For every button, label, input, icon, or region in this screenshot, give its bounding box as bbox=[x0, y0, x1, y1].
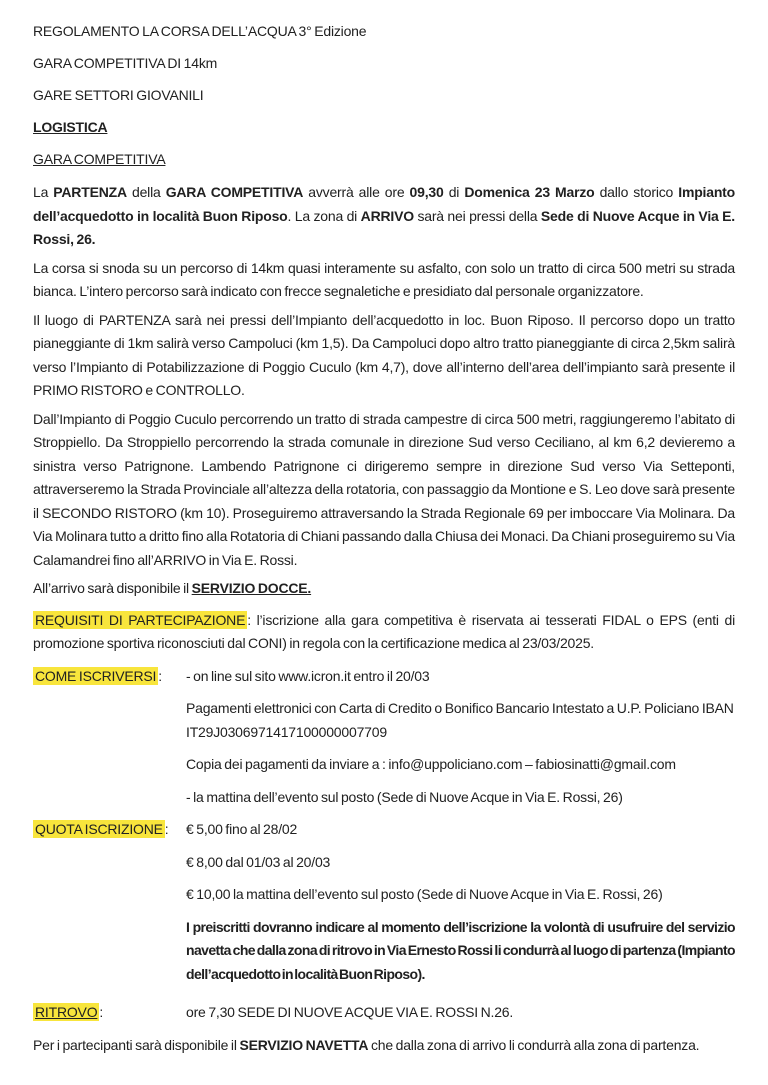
text-run: RITROVO bbox=[35, 1004, 98, 1020]
text-run: SERVIZIO DOCCE. bbox=[191, 580, 312, 596]
item-iscrizione-sul-posto: - la mattina dell’evento sul posto (Sede di Nuove Acque in Via E. Rossi, 26) bbox=[186, 788, 623, 805]
paragraph-servizio-navetta bbox=[33, 1034, 735, 1058]
text-run: : bbox=[164, 821, 169, 837]
label-ritrovo bbox=[33, 1001, 186, 1034]
item-iscrizione-online: - on line sul sito www.icron.it entro il 20/03 bbox=[186, 667, 430, 684]
text-run: . La zona di bbox=[287, 207, 361, 224]
paragraph-luogo-partenza: Il luogo di PARTENZA sarà nei pressi dell’Impianto dell’acquedotto in loc. Buon Riposo. Il percorso dopo un tratto pianeggiante di 1km salirà verso Campoluci (km 1,5). Da Campoluci dopo altro tratto pianeggiante di circa 2,5km salirà verso l’Impianto di Potabilizzazione di Poggio Cuculo (km 4,7), dove all’interno dell’area dell’impianto sarà presente il PRIMO RISTORO e CONTROLLO. bbox=[33, 311, 735, 398]
item-quota-10-euro: € 10,00 la mattina dell’evento sul posto (Sede di Nuove Acque in Via E. Rossi, 26) bbox=[186, 886, 663, 902]
text-run: QUOTA ISCRIZIONE bbox=[35, 821, 163, 837]
item-copia-pagamenti-email: Copia dei pagamenti da inviare a : info@uppoliciano.com – fabiosinatti@gmail.com bbox=[186, 756, 676, 772]
paragraph-servizio-docce bbox=[33, 577, 735, 601]
text-run: REQUISITI DI PARTECIPAZIONE bbox=[35, 611, 246, 628]
text-run: All’arrivo sarà disponibile il bbox=[33, 580, 192, 596]
text-run: SERVIZIO NAVETTA bbox=[239, 1036, 369, 1053]
text-run: COME ISCRIVERSI bbox=[35, 667, 157, 684]
text-run: della bbox=[126, 184, 166, 200]
section-quota-iscrizione bbox=[33, 818, 735, 1001]
text-run: di bbox=[443, 184, 465, 200]
text-run: Per i partecipanti sarà disponibile il bbox=[33, 1036, 240, 1053]
text-run: : bbox=[158, 667, 162, 684]
paragraph-descrizione-percorso: Dall’Impianto di Poggio Cuculo percorrendo un tratto di strada campestre di circa 500 metri, raggiungeremo l’abitato di Stroppiello. Da Stroppiello percorrendo la strada comunale in direzione Sud verso Ceciliano, al km 6,2 devieremo a sinistra verso Patrignone. Lambendo Patrignone ci dirigeremo sempre in direzione Sud verso Via Setteponti, attraverseremo la Strada Provinciale all’altezza della rotatoria, con passaggio da Montione e S. Leo dove sarà presente il SECONDO RISTORO (km 10). Proseguiremo attraversando la Strada Regionale 69 per imboccare Via Molinara. Da Via Molinara tutto a dritto fino alla Rotatoria di Chiani passando dalla Chiusa dei Monaci. Da Chiani proseguiremo su Via Calamandrei fino all’ARRIVO in Via E. Rossi. bbox=[33, 410, 735, 568]
heading-gara-competitiva: GARA COMPETITIVA bbox=[33, 151, 166, 167]
heading-logistica: LOGISTICA bbox=[33, 119, 108, 135]
content-come-iscriversi bbox=[186, 665, 735, 819]
text-run: : bbox=[99, 1004, 104, 1020]
text-run: avverrà alle ore bbox=[303, 184, 410, 200]
label-quota-iscrizione bbox=[33, 818, 186, 1001]
item-ritrovo-orario-luogo: ore 7,30 SEDE DI NUOVE ACQUE VIA E. ROSSI N.26. bbox=[186, 1004, 514, 1020]
section-ritrovo bbox=[33, 1001, 735, 1034]
text-run: Sede di Nuove Acque in Via E. Rossi, 26. bbox=[33, 207, 735, 247]
paragraph-percorso: La corsa si snoda su un percorso di 14km quasi interamente su asfalto, con solo un tratto di circa 500 metri su strada bianca. L’intero percorso sarà indicato con frecce segnaletiche e presidiato dal personale organizzatore. bbox=[33, 259, 735, 299]
text-run: 09,30 bbox=[409, 184, 444, 200]
text-run: : l’iscrizione alla gara competitiva è riservata ai tesserati FIDAL o EPS (enti di promozione sportiva riconosciuti dal CONI) in regola con la certificazione medica al 23/03/2025. bbox=[33, 611, 735, 651]
text-run: sarà nei pressi della bbox=[413, 207, 541, 224]
section-come-iscriversi bbox=[33, 665, 735, 819]
document-page bbox=[33, 21, 735, 1057]
subtitle-gara-competitiva-14km: GARA COMPETITIVA DI 14km bbox=[33, 55, 218, 71]
content-quota-iscrizione bbox=[186, 818, 735, 1001]
item-quota-5-euro: € 5,00 fino al 28/02 bbox=[186, 821, 298, 837]
content-ritrovo bbox=[186, 1001, 735, 1034]
item-pagamenti-iban: Pagamenti elettronici con Carta di Credito o Bonifico Bancario Intestato a U.P. Policiano IBAN IT29J0306971417100000007709 bbox=[186, 700, 734, 740]
item-quota-8-euro: € 8,00 dal 01/03 al 20/03 bbox=[186, 853, 331, 870]
text-run: La bbox=[33, 184, 54, 200]
text-run: Impianto dell’acquedotto in località Buon Riposo bbox=[33, 184, 735, 224]
subtitle-gare-settori-giovanili: GARE SETTORI GIOVANILI bbox=[33, 87, 204, 103]
text-run: PARTENZA bbox=[53, 184, 127, 200]
label-come-iscriversi bbox=[33, 665, 186, 819]
note-servizio-navetta-preiscritti: I preiscritti dovranno indicare al momento dell’iscrizione la volontà di usufruire del servizio navetta che dalla zona di ritrovo in Via Ernesto Rossi li condurrà al luogo di partenza (Impianto dell’acquedotto in località Buon Riposo). bbox=[186, 918, 735, 982]
text-run: che dalla zona di arrivo li condurrà alla zona di partenza. bbox=[368, 1036, 700, 1053]
text-run: GARA COMPETITIVA bbox=[165, 184, 304, 200]
text-run: dallo storico bbox=[594, 184, 679, 200]
text-run: ARRIVO bbox=[360, 207, 414, 224]
paragraph-requisiti-partecipazione bbox=[33, 609, 735, 656]
doc-title: REGOLAMENTO LA CORSA DELL’ACQUA 3° Edizione bbox=[33, 23, 367, 39]
text-run: Domenica 23 Marzo bbox=[464, 184, 595, 200]
paragraph-partenza-arrivo bbox=[33, 181, 735, 252]
